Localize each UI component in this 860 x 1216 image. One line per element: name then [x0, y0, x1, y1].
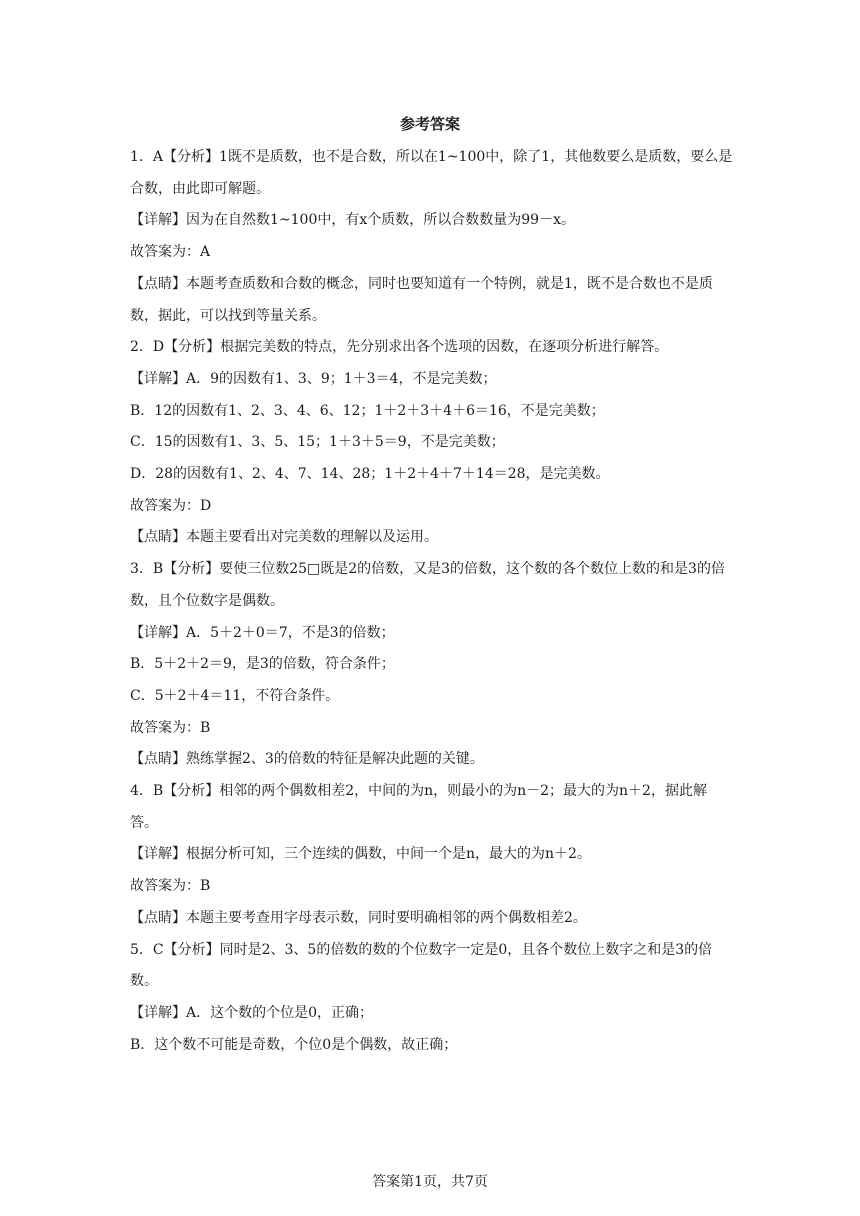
q1-analysis: 1．A【分析】1既不是质数，也不是合数，所以在1~100中，除了1，其他数要么是质数，要么是合数，由此即可解题。 [130, 149, 733, 197]
q2-detail-c: C．15的因数有1、3、5、15；1＋3＋5＝9，不是完美数； [130, 434, 505, 451]
answer-body [130, 142, 734, 1061]
q1-comment: 【点睛】本题考查质数和合数的概念，同时也要知道有一个特例，就是1，既不是合数也不是质数，据此，可以找到等量关系。 [130, 275, 713, 324]
q4-analysis: 4．B【分析】相邻的两个偶数相差2，中间的为n，则最小的为n－2；最大的为n＋2，据此解答。 [130, 783, 707, 831]
q2-detail-d: D．28的因数有1、2、4、7、14、28；1＋2＋4＋7＋14＝28，是完美数。 [130, 466, 610, 483]
q3-analysis: 3．B【分析】要使三位数25□既是2的倍数，又是3的倍数，这个数的各个数位上数的和是3的倍数，且个位数字是偶数。 [130, 561, 725, 609]
q2-comment: 【点睛】本题主要看出对完美数的理解以及运用。 [130, 529, 438, 546]
page-title: 参考答案 [399, 115, 460, 133]
q3-comment: 【点睛】熟练掌握2、3的倍数的特征是解决此题的关键。 [130, 751, 484, 768]
q1-detail: 【详解】因为在自然数1~100中，有x个质数，所以合数数量为99－x。 [130, 212, 575, 229]
q2-analysis: 2．D【分析】根据完美数的特点，先分别求出各个选项的因数，在逐项分析进行解答。 [130, 339, 669, 356]
q2-detail-b: B．12的因数有1、2、3、4、6、12；1＋2＋3＋4＋6＝16，不是完美数； [130, 402, 605, 419]
q5-analysis: 5．C【分析】同时是2、3、5的倍数的数的个位数字一定是0，且各个数位上数字之和是3的倍数。 [130, 941, 713, 990]
q3-detail-a: 【详解】A．5＋2＋0＝7，不是3的倍数； [130, 624, 395, 641]
q3-detail-b: B．5＋2＋2＝9，是3的倍数，符合条件； [130, 656, 395, 673]
q3-answer: 故答案为：B [130, 719, 211, 736]
q5-detail-b: B．这个数不可能是奇数，个位0是个偶数，故正确； [130, 1036, 458, 1053]
q5-detail-a: 【详解】A．这个数的个位是0，正确； [130, 1004, 374, 1021]
q4-answer: 故答案为：B [130, 878, 211, 895]
q1-answer: 故答案为：A [130, 244, 211, 261]
q2-answer: 故答案为：D [130, 497, 212, 514]
q4-comment: 【点睛】本题主要考查用字母表示数，同时要明确相邻的两个偶数相差2。 [130, 909, 587, 926]
page-footer: 答案第1页，共7页 [372, 1174, 488, 1190]
q3-detail-c: C．5＋2＋4＝11，不符合条件。 [130, 687, 340, 704]
q4-detail: 【详解】根据分析可知，三个连续的偶数，中间一个是n，最大的为n＋2。 [130, 846, 591, 863]
q2-detail-a: 【详解】A．9的因数有1、3、9；1＋3＝4，不是完美数； [130, 370, 497, 387]
